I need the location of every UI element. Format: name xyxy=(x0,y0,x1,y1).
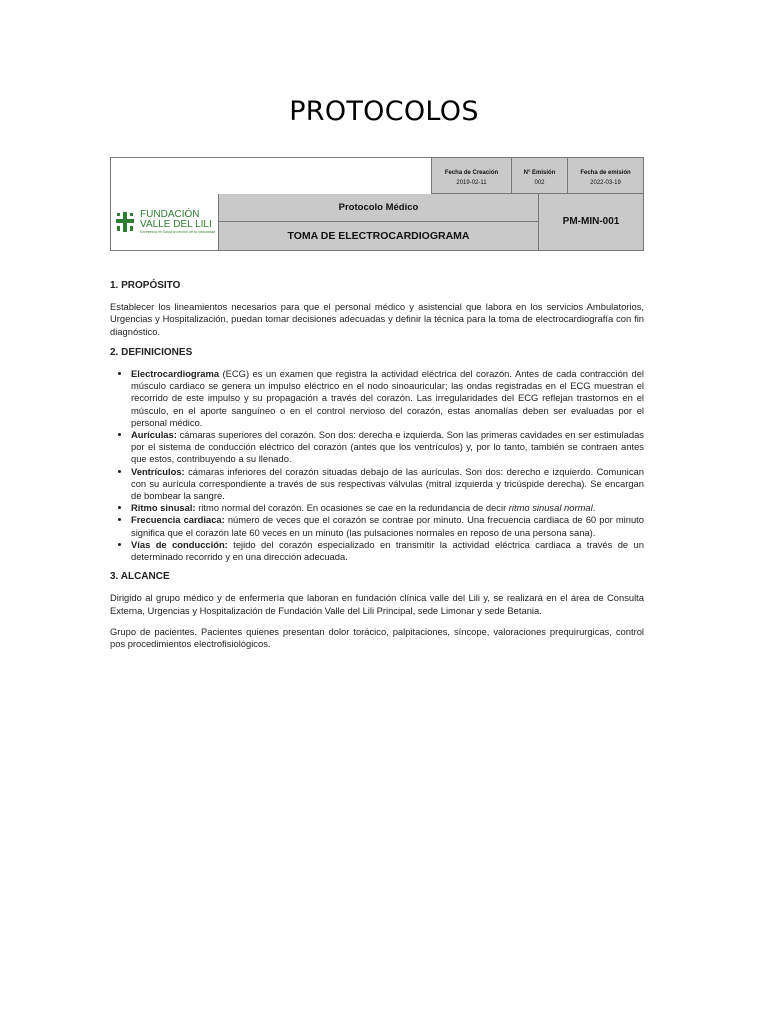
list-item xyxy=(131,466,644,503)
section-heading-definitions: 2. DEFINICIONES xyxy=(110,346,193,358)
cross-logo-icon xyxy=(114,211,136,233)
purpose-text: Establecer los lineamientos necesarios para que el personal médico y asistencial que labora en los servicios Ambulatorios, Urgencias y Hospitalización, puedan tomar decisiones adecuadas y definir la técnica para la toma de electrocardiografía con fin diagnóstico. xyxy=(110,301,644,337)
definition-term: Frecuencia cardiaca: xyxy=(131,514,225,526)
logo-name-line2: VALLE DEL LILI xyxy=(140,218,212,230)
definition-italic: ritmo sinusal normal xyxy=(508,502,593,514)
page-title: PROTOCOLOS xyxy=(289,96,479,127)
definitions-list xyxy=(110,368,644,563)
issue-number-label: N° Emisión xyxy=(523,170,556,176)
creation-date-value: 2019-02-11 xyxy=(456,180,487,186)
creation-date-cell xyxy=(431,158,511,194)
header-blank-cell xyxy=(111,158,431,194)
definition-term: Electrocardiograma xyxy=(131,368,220,380)
definition-term: Vías de conducción: xyxy=(131,538,228,550)
list-item xyxy=(131,429,644,466)
section-heading-purpose: 1. PROPÓSITO xyxy=(110,280,181,291)
definition-term: Ritmo sinusal: xyxy=(131,502,196,514)
document-header-table xyxy=(110,157,644,251)
creation-date-label: Fecha de Creación xyxy=(444,170,499,176)
document-code: PM-MIN-001 xyxy=(538,194,643,250)
list-item xyxy=(131,502,644,514)
issue-number-value: 002 xyxy=(534,180,545,186)
issue-number-cell xyxy=(511,158,567,194)
definition-text: tejido del corazón especializado en transmitir la actividad eléctrica cardiaca a través de un determinado recorrido y en una dirección adecuada. xyxy=(131,538,644,563)
document-type: Protocolo Médico xyxy=(218,194,538,222)
definition-text: cámaras superiores del corazón. Son dos: derecha e izquierda. Son las primeras cavidades en ser estimuladas por el sistema de conducción eléctrico del corazón (antes que los ventrículos) y, por lo tanto, también se contraen antes que estos, contribuyendo a su llenado. xyxy=(131,429,644,465)
list-item xyxy=(131,368,644,429)
definition-tail: . xyxy=(592,502,596,514)
section-heading-scope: 3. ALCANCE xyxy=(110,571,170,583)
issue-date-label: Fecha de emisión xyxy=(580,170,631,176)
scope-text: Dirigido al grupo médico y de enfermería que laboran en fundación clínica valle del Lili y, se realizará en el área de Consulta Externa, Urgencias y Hospitalización de Fundación Valle del Lili Principal, sede Limonar y sede Betania. xyxy=(110,592,644,616)
document-body xyxy=(110,280,644,659)
definition-text: número de veces que el corazón se contrae por minuto. Una frecuencia cardiaca de 60 por minuto significa que el corazón late 60 veces en un minuto (las pulsaciones normales en reposo de una persona sana). xyxy=(131,514,644,538)
patient-group-text: Grupo de pacientes. Pacientes quienes presentan dolor torácico, palpitaciones, síncope, valoraciones prequirurgicas, control pos procedimientos electrofisiológicos. xyxy=(110,625,644,650)
issue-date-cell xyxy=(567,158,643,194)
organization-logo xyxy=(111,194,218,250)
list-item xyxy=(131,514,644,538)
definition-text: cámaras inferiores del corazón situadas debajo de las aurículas. Son dos: derecho e izquierdo. Comunican con su aurícula correspondiente a través de sus respectivas válvulas (mitral izquierda y tricúspide derecha). Se encargan de bombear la sangre. xyxy=(131,465,644,502)
definition-text: ritmo normal del corazón. En ocasiones se cae en la redundancia de decir xyxy=(195,502,509,514)
logo-tagline: Excelencia en Salud al servicio de la comunidad xyxy=(140,229,215,234)
logo-name-line1: FUNDACIÓN xyxy=(140,208,200,220)
definition-term: Aurículas: xyxy=(131,429,177,441)
document-name: TOMA DE ELECTROCARDIOGRAMA xyxy=(218,222,538,250)
issue-date-value: 2022-03-19 xyxy=(590,180,621,186)
list-item xyxy=(131,539,644,563)
definition-text: (ECG) es un examen que registra la actividad eléctrica del corazón. Antes de cada contracción del músculo cardiaco se genera un impulso eléctrico en el nodo sinoauricular; las ondas registradas en el ECG muestran el recorrido de este impulso y su propagación a través del corazón. Las irregularidades del ECG reflejan trastornos en el músculo, en el aporte sanguíneo o en el control nervioso del corazón, estas anomalías deben ser evaluadas por el personal médico. xyxy=(131,368,644,428)
definition-term: Ventrículos: xyxy=(131,465,185,477)
